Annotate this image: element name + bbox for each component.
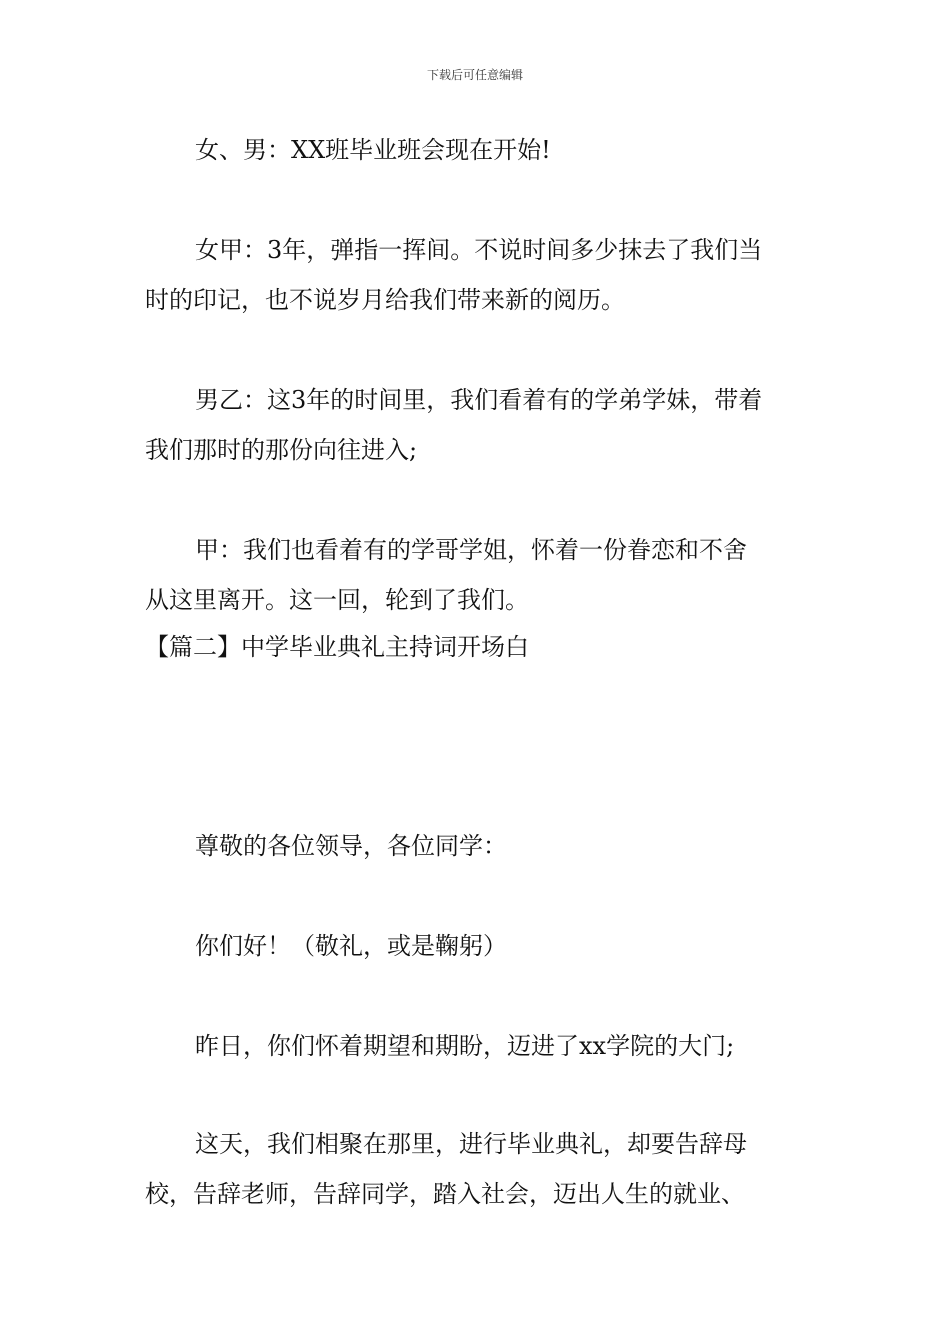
paragraph-line: 校，告辞老师，告辞同学，踏入社会，迈出人生的就业、 [145,1180,745,1208]
paragraph-line: 这天，我们相聚在那里，进行毕业典礼，却要告辞母 [195,1130,747,1158]
paragraph-line: 时的印记，也不说岁月给我们带来新的阅历。 [145,286,625,314]
paragraph-line: 甲：我们也看着有的学哥学姐，怀着一份眷恋和不舍 [195,536,747,564]
paragraph-line: 我们那时的那份向往进入; [145,436,418,464]
section-heading: 【篇二】中学毕业典礼主持词开场白 [145,633,529,661]
page-header: 下载后可任意编辑 [426,68,523,82]
paragraph-line: 你们好！（敬礼，或是鞠躬） [195,932,507,960]
paragraph-line: 女甲：3年，弹指一挥间。不说时间多少抹去了我们当 [195,236,763,264]
paragraph-line: 从这里离开。这一回，轮到了我们。 [145,586,529,614]
paragraph-line: 男乙：这3年的时间里，我们看着有的学弟学妹，带着 [195,386,763,414]
paragraph-line: 昨日，你们怀着期望和期盼，迈进了xx学院的大门; [195,1032,735,1060]
paragraph-line: 女、男：XX班毕业班会现在开始! [195,136,551,164]
paragraph-line: 尊敬的各位领导，各位同学： [195,832,507,860]
